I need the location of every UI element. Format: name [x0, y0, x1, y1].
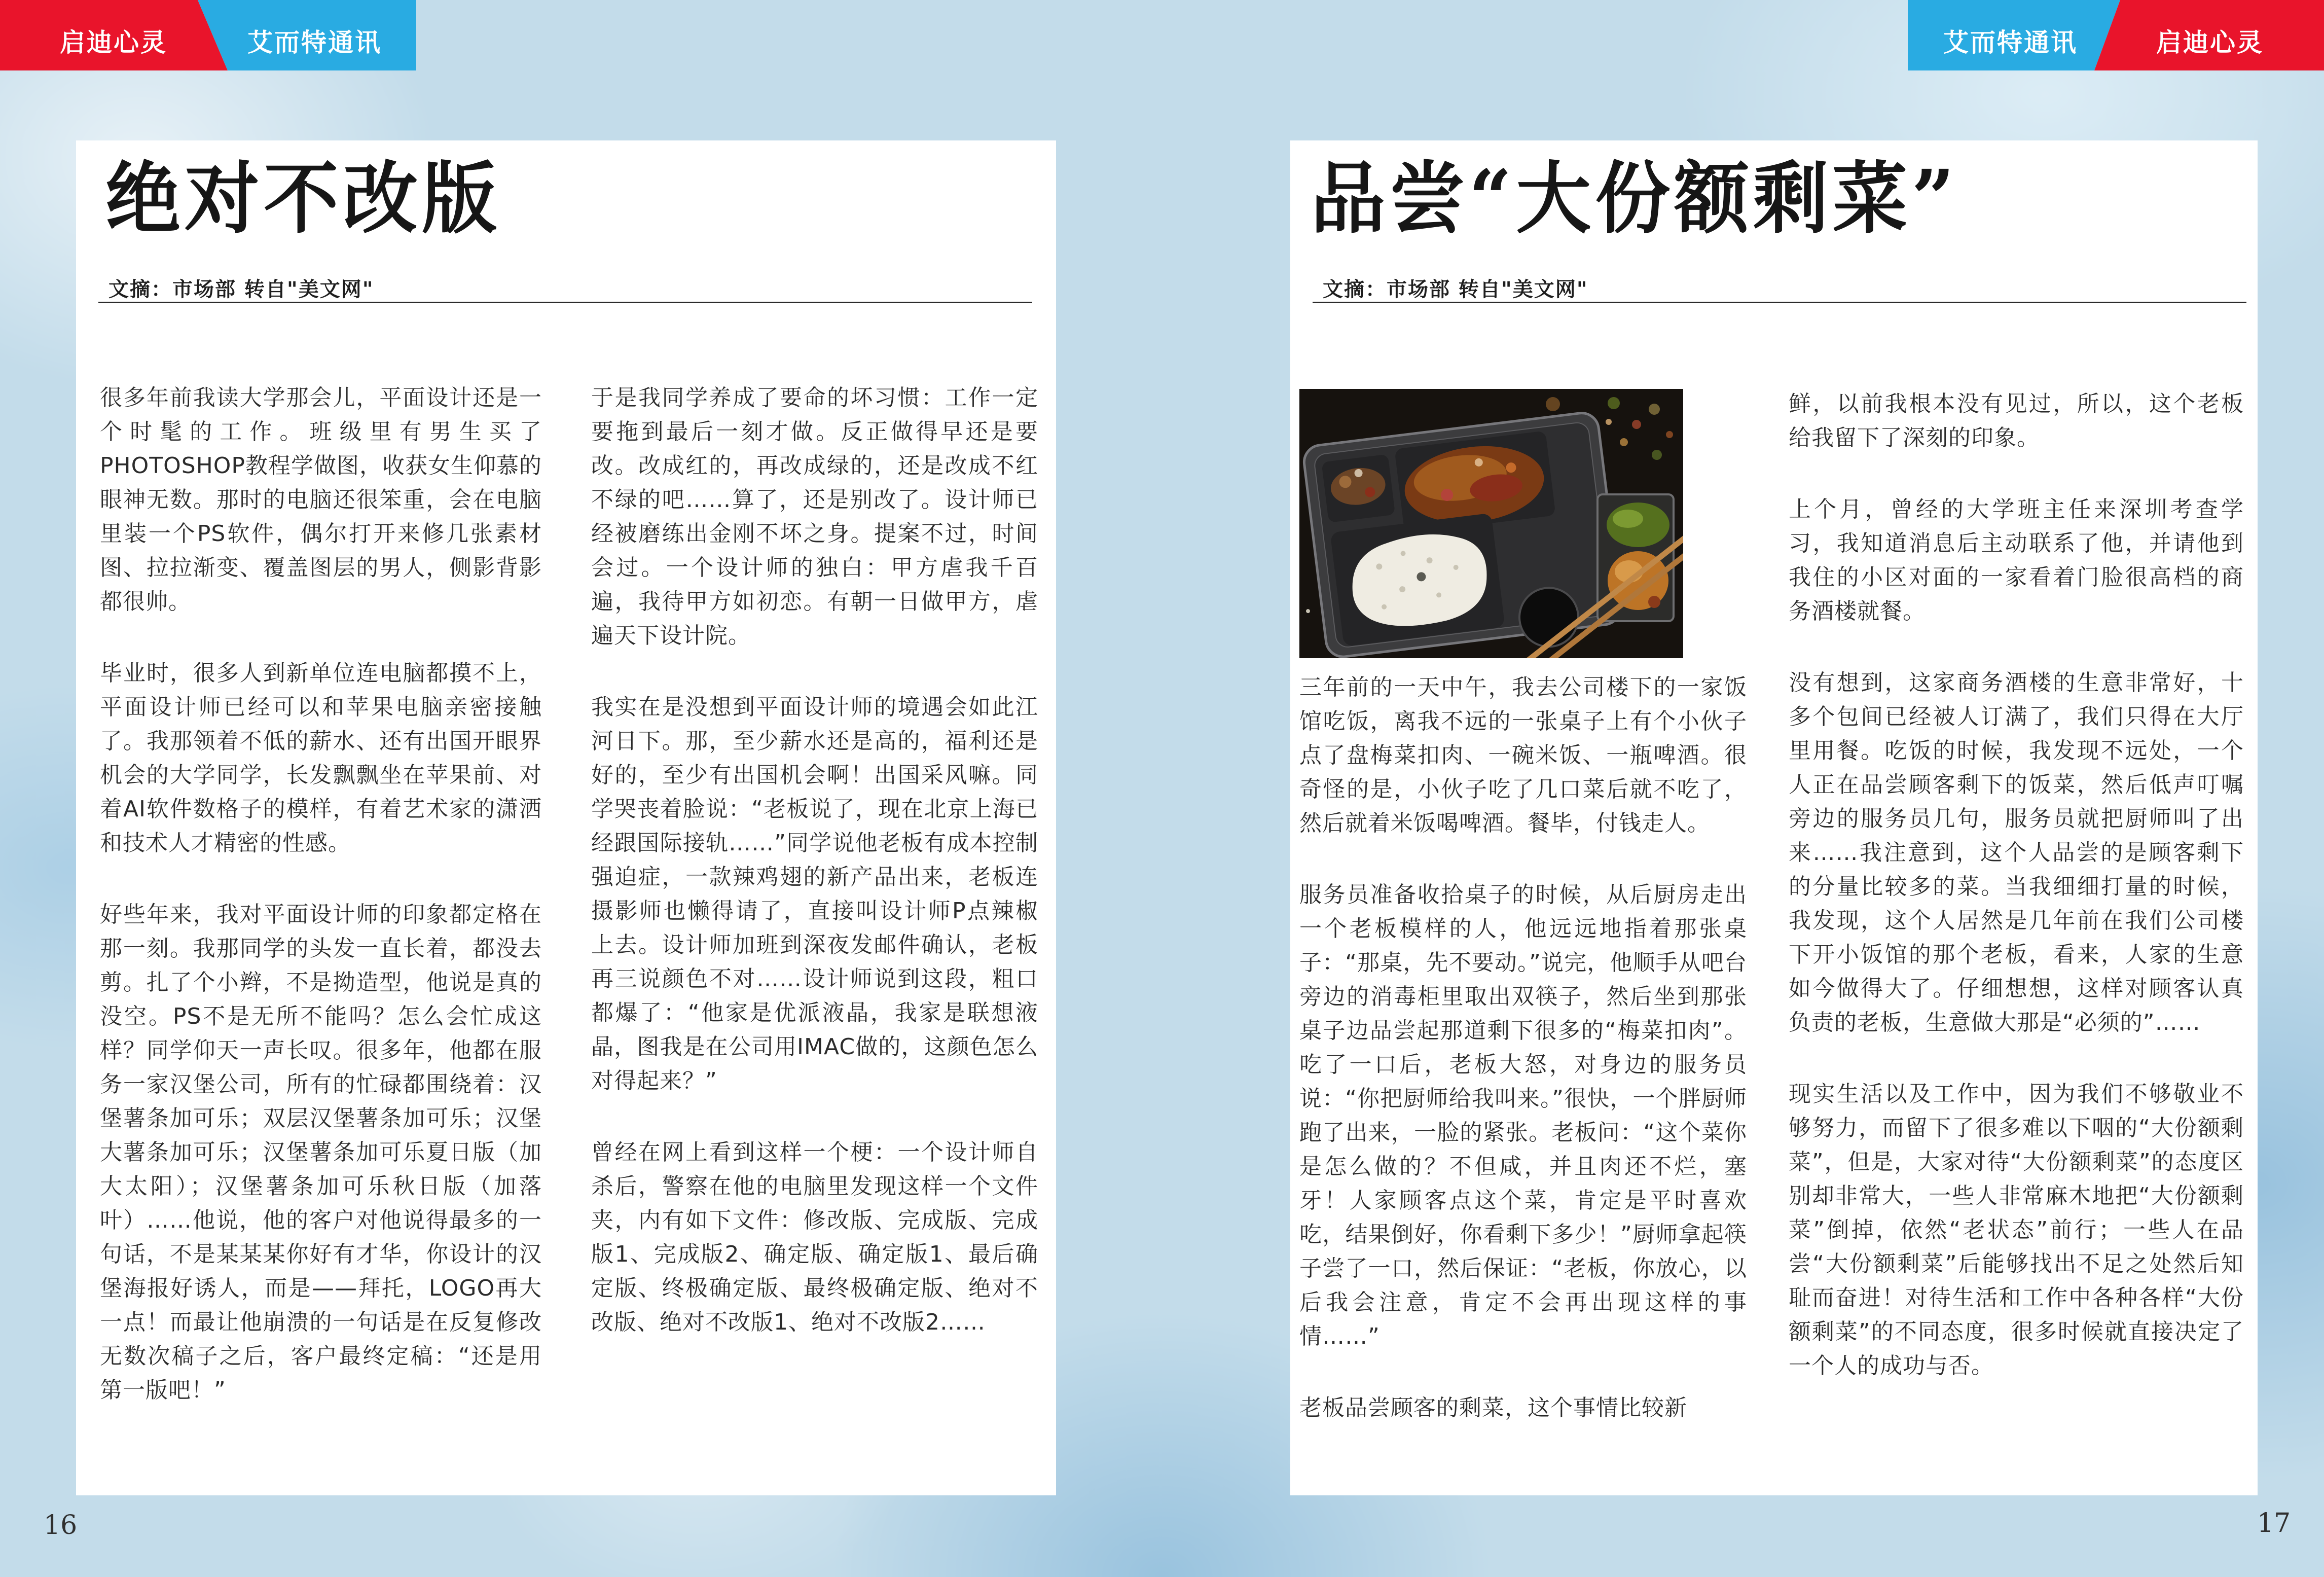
paragraph: 曾经在网上看到这样一个梗：一个设计师自杀后，警察在他的电脑里发现这样一个文件夹，内有如下文件：修改版、完成版、完成版1、完成版2、确定版、确定版1、最后确定版、终极确定版、最终极确定版、绝对不改版、绝对不改版1、绝对不改版2……	[591, 1139, 1038, 1335]
right-page-column-2	[1789, 387, 2244, 1383]
page-number-16: 16	[44, 1510, 78, 1540]
paragraph: 于是我同学养成了要命的坏习惯：工作一定要拖到最后一刻才做。反正做得早还是要改。改成红的，再改成绿的，还是改成不红不绿的吧……算了，还是别改了。设计师已经被磨练出金刚不坏之身。提案不过，时间会过。一个设计师的独白：甲方虐我千百遍，我待甲方如初恋。有朝一日做甲方，虐遍天下设计院。	[591, 385, 1038, 649]
article-title-right: 品尝“大份额剩菜”	[1311, 152, 1959, 244]
left-page-column-1	[100, 381, 542, 1407]
right-page-column-1	[1299, 670, 1747, 1425]
paragraph: 好些年来，我对平面设计师的印象都定格在那一刻。我那同学的头发一直长着，都没去剪。扎了个小辫，不是拗造型，他说是真的没空。PS不是无所不能吗？怎么会忙成这样？同学仰天一声长叹。很多年，他都在服务一家汉堡公司，所有的忙碌都围绕着：汉堡薯条加可乐；双层汉堡薯条加可乐；汉堡大薯条加可乐；汉堡薯条加可乐夏日版（加大太阳）；汉堡薯条加可乐秋日版（加落叶）……他说，他的客户对他说得最多的一句话，不是某某某你好有才华，你设计的汉堡海报好诱人，而是——拜托，LOGO再大一点！而最让他崩溃的一句话是在反复修改无数次稿子之后，客户最终定稿：“还是用第一版吧！”	[100, 902, 542, 1403]
leftover-meal-photo-graphic	[1299, 389, 1683, 658]
left-page-column-2	[591, 381, 1038, 1339]
paragraph: 毕业时，很多人到新单位连电脑都摸不上，平面设计师已经可以和苹果电脑亲密接触了。我那领着不低的薪水、还有出国开眼界机会的大学同学，长发飘飘坐在苹果前、对着AI软件数格子的模样，有着艺术家的潇洒和技术人才精密的性感。	[100, 660, 542, 856]
tab-label-qidixinling: 启迪心灵	[2156, 28, 2264, 57]
article-title-left: 绝对不改版	[105, 152, 501, 244]
paragraph: 很多年前我读大学那会儿，平面设计还是一个时髦的工作。班级里有男生买了PHOTOSHOP教程学做图，收获女生仰慕的眼神无数。那时的电脑还很笨重，会在电脑里装一个PS软件，偶尔打开来修几张素材图、拉拉渐变、覆盖图层的男人，侧影背影都很帅。	[100, 385, 542, 615]
tab-label-qidixinling: 启迪心灵	[60, 28, 167, 57]
paragraph: 我实在是没想到平面设计师的境遇会如此江河日下。那，至少薪水还是高的，福利还是好的，至少有出国机会啊！出国采风嘛。同学哭丧着脸说：“老板说了，现在北京上海已经跟国际接轨……”同学说他老板有成本控制强迫症，一款辣鸡翅的新产品出来，老板连摄影师也懒得请了，直接叫设计师P点辣椒上去。设计师加班到深夜发邮件确认，老板再三说颜色不对……设计师说到这段，粗口都爆了：“他家是优派液晶，我家是联想液晶，图我是在公司用IMAC做的，这颜色怎么对得起来？”	[591, 694, 1038, 1094]
page-number-17: 17	[2257, 1508, 2291, 1538]
corner-tabs-right	[1908, 0, 2324, 70]
paragraph: 没有想到，这家商务酒楼的生意非常好，十多个包间已经被人订满了，我们只得在大厅里用餐。吃饭的时候，我发现不远处，一个人正在品尝顾客剩下的饭菜，然后低声叮嘱旁边的服务员几句，服务员就把厨师叫了出来……我注意到，这个人品尝的是顾客剩下的分量比较多的菜。当我细细打量的时候，我发现，这个人居然是几年前在我们公司楼下开小饭馆的那个老板，看来，人家的生意如今做得大了。仔细想想，这样对顾客认真负责的老板，生意做大那是“必须的”……	[1789, 670, 2244, 1035]
paragraph: 现实生活以及工作中，因为我们不够敬业不够努力，而留下了很多难以下咽的“大份额剩菜”，但是，大家对待“大份额剩菜”的态度区别却非常大，一些人非常麻木地把“大份额剩菜”倒掉，依然“老状态”前行；一些人在品尝“大份额剩菜”后能够找出不足之处然后知耻而奋进！对待生活和工作中各种各样“大份额剩菜”的不同态度，很多时候就直接决定了一个人的成功与否。	[1789, 1081, 2244, 1379]
paragraph: 鲜，以前我根本没有见过，所以，这个老板给我留下了深刻的印象。	[1789, 391, 2244, 451]
article-byline-right: 文摘：市场部 转自"美文网"	[1323, 278, 1588, 301]
title-divider-rule	[98, 302, 1032, 303]
leftover-meal-photo	[1299, 389, 1683, 658]
magazine-page-right	[1290, 140, 2258, 1495]
paragraph: 三年前的一天中午，我去公司楼下的一家饭馆吃饭，离我不远的一张桌子上有个小伙子点了盘梅菜扣肉、一碗米饭、一瓶啤酒。很奇怪的是，小伙子吃了几口菜后就不吃了，然后就着米饭喝啤酒。餐毕，付钱走人。	[1299, 674, 1747, 836]
title-divider-rule	[1313, 302, 2246, 303]
paragraph: 上个月，曾经的大学班主任来深圳考查学习，我知道消息后主动联系了他，并请他到我住的小区对面的一家看着门脸很高档的商务酒楼就餐。	[1789, 496, 2244, 624]
article-byline-left: 文摘：市场部 转自"美文网"	[108, 278, 374, 301]
corner-tabs-left	[0, 0, 416, 70]
magazine-page-left	[76, 140, 1056, 1495]
paragraph: 老板品尝顾客的剩菜，这个事情比较新	[1299, 1395, 1687, 1421]
paragraph: 服务员准备收拾桌子的时候，从后厨房走出一个老板模样的人，他远远地指着那张桌子：“那桌，先不要动。”说完，他顺手从吧台旁边的消毒柜里取出双筷子，然后坐到那张桌子边品尝起那道剩下很多的“梅菜扣肉”。吃了一口后，老板大怒，对身边的服务员说：“你把厨师给我叫来。”很快，一个胖厨师跑了出来，一脸的紧张。老板问：“这个菜你是怎么做的？不但咸，并且肉还不烂，塞牙！人家顾客点这个菜，肯定是平时喜欢吃，结果倒好，你看剩下多少！”厨师拿起筷子尝了一口，然后保证：“老板，你放心，以后我会注意，肯定不会再出现这样的事情……”	[1299, 882, 1747, 1349]
tab-label-aiertetongxun: 艾而特通讯	[1943, 28, 2078, 57]
tab-label-aiertetongxun: 艾而特通讯	[247, 28, 382, 57]
